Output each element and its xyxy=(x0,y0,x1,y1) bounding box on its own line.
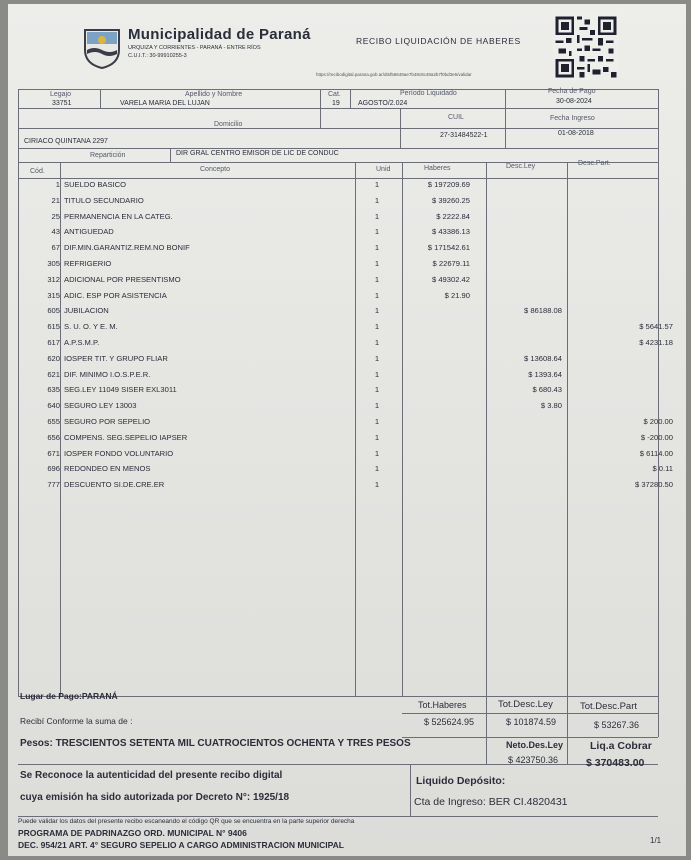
liq-label: Liq.a Cobrar xyxy=(590,740,652,752)
table-row xyxy=(20,352,660,365)
item-desc-part: $ 37280.50 xyxy=(634,480,673,490)
item-unit: 1 xyxy=(374,385,380,395)
item-code: 635 xyxy=(47,385,60,395)
item-concept: COMPENS. SEG.SEPELIO IAPSER xyxy=(64,432,188,442)
legajo-label: Legajo xyxy=(50,91,72,98)
item-concept: IOSPER FONDO VOLUNTARIO xyxy=(64,448,174,458)
table-row xyxy=(20,336,673,349)
item-code: 617 xyxy=(47,338,60,347)
municipality-address: URQUIZA Y CORRIENTES - PARANÁ - ENTRE RÍOS xyxy=(128,45,261,51)
item-code: 621 xyxy=(47,369,60,379)
item-haberes: $ 39260.25 xyxy=(431,195,470,205)
item-unit: 1 xyxy=(374,401,380,411)
item-unit: 1 xyxy=(374,243,380,253)
item-concept: ADIC. ESP POR ASISTENCIA xyxy=(64,290,167,300)
tot-haberes-value: $ 525624.95 xyxy=(424,717,475,727)
tot-desc-ley-value: $ 101874.59 xyxy=(506,717,557,727)
page-number: 1/1 xyxy=(650,836,662,845)
item-concept: TITULO SECUNDARIO xyxy=(64,195,144,205)
item-concept: DIF.MIN.GARANTIZ.REM.NO BONIF xyxy=(64,243,190,253)
item-unit: 1 xyxy=(374,227,380,237)
col-desc-ley: Desc.Ley xyxy=(506,163,536,170)
legajo-value: 33751 xyxy=(52,100,72,107)
item-concept: ADICIONAL POR PRESENTISMO xyxy=(64,274,181,284)
neto-value: $ 423750.36 xyxy=(508,755,559,765)
item-concept: ANTIGUEDAD xyxy=(64,227,114,237)
item-concept: SEGURO LEY 13003 xyxy=(64,401,137,411)
item-unit: 1 xyxy=(374,369,380,379)
item-desc-part: $ 0.11 xyxy=(652,464,673,474)
item-unit: 1 xyxy=(374,195,380,205)
item-concept: REDONDEO EN MENOS xyxy=(64,464,151,474)
item-haberes: $ 197209.69 xyxy=(427,180,470,189)
item-haberes: $ 22679.11 xyxy=(432,259,470,268)
department-value: DIR GRAL CENTRO EMISOR DE LIC DE CONDUC xyxy=(176,150,339,157)
col-concept: Concepto xyxy=(200,166,230,173)
item-haberes: $ 2222.84 xyxy=(436,211,470,221)
col-code: Cód. xyxy=(30,168,45,175)
col-unit: Unid xyxy=(376,166,391,173)
authenticity-line-1: Se Reconoce la autenticidad del presente recibo digital xyxy=(20,770,283,781)
item-code: 312 xyxy=(47,274,60,284)
item-code: 315 xyxy=(47,290,60,300)
item-haberes: $ 49302.42 xyxy=(431,274,470,284)
item-concept: A.P.S.M.P. xyxy=(64,338,100,347)
tot-desc-part-value: $ 53267.36 xyxy=(594,720,640,730)
col-desc-part: Desc.Part. xyxy=(578,160,611,167)
item-unit: 1 xyxy=(374,306,380,316)
table-row xyxy=(20,320,673,333)
municipality-logo xyxy=(82,26,122,70)
item-desc-part: $ 200.00 xyxy=(643,417,673,426)
qr-validation-note: Puede validar los datos del presente recibo escaneando el código QR que se encuentra en la parte superior derecha xyxy=(18,818,355,825)
item-desc-ley: $ 680.43 xyxy=(532,385,562,395)
period-label: Período Liquidado xyxy=(400,90,457,97)
qr-code-icon[interactable] xyxy=(553,14,619,80)
entry-date-label: Fecha Ingreso xyxy=(550,115,595,122)
item-unit: 1 xyxy=(374,274,380,284)
table-row xyxy=(20,368,660,381)
deposit-account: Cta de Ingreso: BER CI.4820431 xyxy=(414,796,568,808)
item-haberes: $ 21.90 xyxy=(444,290,470,300)
domicile-label: Domicilio xyxy=(214,121,243,128)
liq-value: $ 370483.00 xyxy=(586,757,645,769)
entry-date-value: 01-08-2018 xyxy=(558,130,594,137)
item-unit: 1 xyxy=(374,353,380,363)
cat-label: Cat. xyxy=(328,91,341,98)
amount-in-words: Pesos: TRESCIENTOS SETENTA MIL CUATROCIENTOS OCHENTA Y TRES PESOS xyxy=(20,738,411,749)
item-unit: 1 xyxy=(374,417,380,426)
item-concept: DIF. MINIMO I.O.S.P.E.R. xyxy=(64,369,151,379)
item-concept: IOSPER TIT. Y GRUPO FLIAR xyxy=(64,353,168,363)
item-unit: 1 xyxy=(374,322,380,332)
item-desc-part: $ 4231.18 xyxy=(639,338,673,347)
item-desc-part: $ 6114.00 xyxy=(639,448,673,458)
item-desc-ley: $ 3.80 xyxy=(540,401,562,411)
table-row xyxy=(20,257,660,270)
table-row xyxy=(20,241,660,254)
table-row xyxy=(20,415,673,428)
cuil-label: CUIL xyxy=(448,114,464,121)
item-code: 25 xyxy=(51,211,60,221)
item-haberes: $ 43386.13 xyxy=(431,227,470,237)
pay-date-value: 30-08-2024 xyxy=(556,98,592,105)
municipality-name: Municipalidad de Paraná xyxy=(128,26,311,43)
item-code: 640 xyxy=(47,401,60,411)
item-concept: S. U. O. Y E. M. xyxy=(64,322,118,332)
item-unit: 1 xyxy=(374,448,380,458)
item-unit: 1 xyxy=(374,338,380,347)
item-desc-part: $ 5641.57 xyxy=(639,322,673,332)
place-of-payment: Lugar de Pago:PARANÁ xyxy=(20,691,118,701)
municipality-cuit: C.U.I.T.: 30-99910255-3 xyxy=(128,53,187,59)
item-concept: REFRIGERIO xyxy=(64,259,112,268)
item-concept: PERMANENCIA EN LA CATEG. xyxy=(64,211,173,221)
table-row xyxy=(20,478,673,491)
item-desc-ley: $ 1393.64 xyxy=(528,369,562,379)
item-code: 43 xyxy=(51,227,60,237)
table-row xyxy=(20,210,660,223)
item-desc-ley: $ 13608.64 xyxy=(523,353,562,363)
item-code: 305 xyxy=(47,259,60,268)
item-desc-ley: $ 86188.08 xyxy=(523,306,562,316)
item-concept: SUELDO BASICO xyxy=(64,180,127,189)
table-row xyxy=(20,273,660,286)
item-code: 696 xyxy=(47,464,60,474)
item-code: 615 xyxy=(47,322,60,332)
department-label: Repartición xyxy=(90,152,126,159)
col-haberes: Haberes xyxy=(424,165,451,172)
item-code: 1 xyxy=(55,180,60,189)
table-row xyxy=(20,431,673,444)
table-row xyxy=(20,304,660,317)
table-row xyxy=(20,178,660,191)
validation-url[interactable]: https://recibodigital.parana.gob.ar/dtsf56649ae7b48c8c48a2b7f0bd3e5/validar xyxy=(316,72,472,77)
neto-label: Neto.Des.Ley xyxy=(506,740,564,750)
item-unit: 1 xyxy=(374,480,380,490)
cat-value: 19 xyxy=(332,100,340,107)
item-unit: 1 xyxy=(374,432,380,442)
item-code: 655 xyxy=(47,417,60,426)
item-concept: SEGURO POR SEPELIO xyxy=(64,417,151,426)
tot-desc-ley-label: Tot.Desc.Ley xyxy=(498,699,553,710)
item-code: 777 xyxy=(47,480,60,490)
item-unit: 1 xyxy=(374,259,380,268)
item-desc-part: $ -200.00 xyxy=(640,432,673,442)
item-code: 671 xyxy=(47,448,60,458)
name-value: VARELA MARIA DEL LUJAN xyxy=(120,100,210,107)
item-code: 605 xyxy=(47,306,60,316)
item-unit: 1 xyxy=(374,180,380,189)
pay-date-label: Fecha de Pago xyxy=(548,88,596,95)
decree-note: DEC. 954/21 ART. 4° SEGURO SEPELIO A CARGO ADMINISTRACION MUNICIPAL xyxy=(18,840,344,850)
deposit-label: Liquido Depósito: xyxy=(416,775,506,787)
item-code: 67 xyxy=(51,243,60,253)
table-row xyxy=(20,447,673,460)
name-label: Apellido y Nombre xyxy=(185,91,243,98)
tot-haberes-label: Tot.Haberes xyxy=(418,700,467,710)
item-unit: 1 xyxy=(374,211,380,221)
table-row xyxy=(20,225,660,238)
authenticity-line-2: cuya emisión ha sido autorizada por Decreto N°: 1925/18 xyxy=(20,792,290,803)
period-value: AGOSTO/2.024 xyxy=(358,100,408,107)
item-unit: 1 xyxy=(374,290,380,300)
cuil-value: 27-31484522-1 xyxy=(440,132,488,139)
receipt-title: RECIBO LIQUIDACIÓN DE HABERES xyxy=(356,36,521,46)
table-row xyxy=(20,462,673,475)
item-unit: 1 xyxy=(374,464,380,474)
program-note: PROGRAMA DE PADRINAZGO ORD. MUNICIPAL N° 9406 xyxy=(18,828,247,838)
table-row xyxy=(20,399,660,412)
tot-desc-part-label: Tot.Desc.Part xyxy=(580,701,638,712)
item-concept: SEG.LEY 11049 SISER EXL3011 xyxy=(64,385,177,395)
table-row xyxy=(20,194,660,207)
domicile-value: CIRIACO QUINTANA 2297 xyxy=(24,138,108,145)
item-code: 656 xyxy=(47,432,60,442)
item-concept: DESCUENTO SI.DE.CRE.ER xyxy=(64,480,165,490)
item-concept: JUBILACION xyxy=(64,306,109,316)
item-code: 21 xyxy=(51,195,60,205)
item-code: 620 xyxy=(47,353,60,363)
item-haberes: $ 171542.61 xyxy=(427,243,470,253)
received-label: Recibí Conforme la suma de : xyxy=(20,716,133,726)
table-row xyxy=(20,289,660,302)
table-row xyxy=(20,383,660,396)
